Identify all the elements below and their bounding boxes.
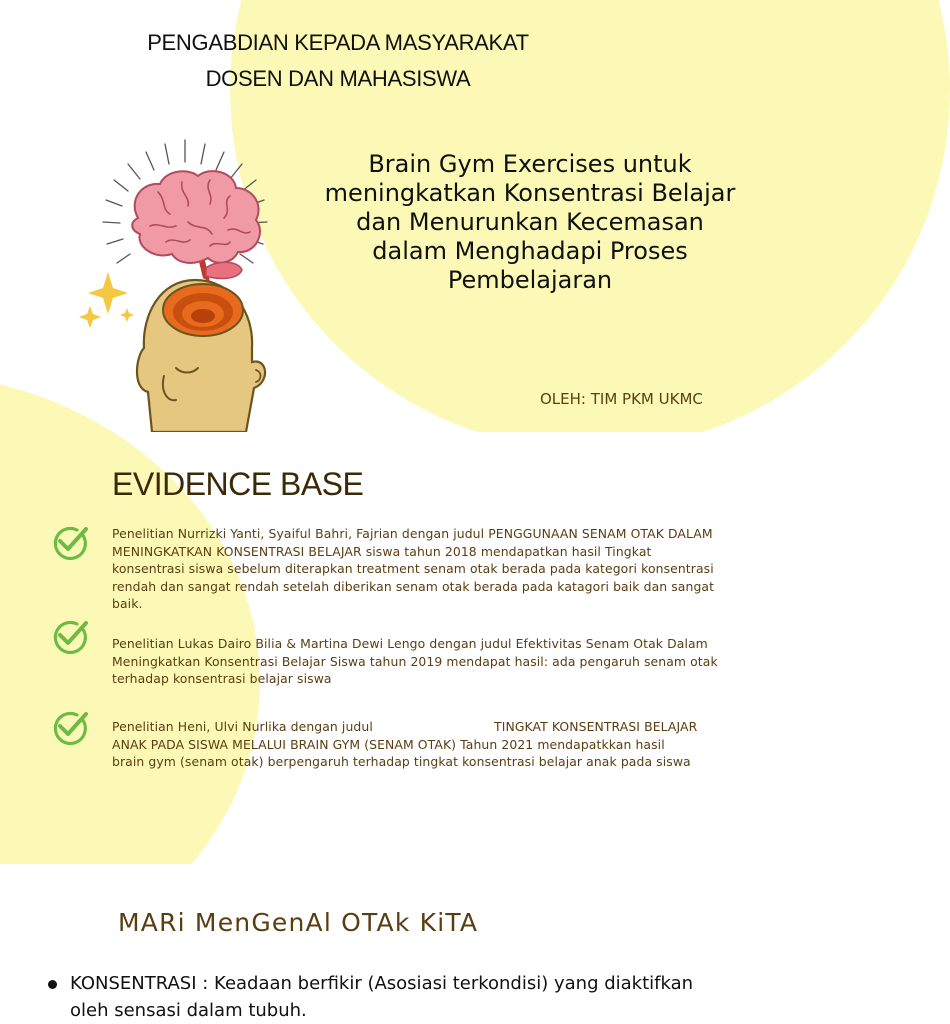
evidence-item-1: Penelitian Nurrizki Yanti, Syaiful Bahri, Fajrian dengan judul PENGGUNAAN SENAM OTAK DALAM MENINGKATKAN KONSENTRASI BELAJAR siswa tahun 2018 mendapatkan hasil Tingkat konsentrasi siswa sebelum diterapkan treatment senam otak berada pada kategori konsentrasi rendah dan sangat rendah setelah diberikan senam otak berada pada katagori baik dan sangat baik. [112, 526, 715, 611]
section-title: EVIDENCE BASE [112, 466, 364, 502]
bullet-text: KONSENTRASI : Keadaan berfikir (Asosiasi terkondisi) yang diaktifkan oleh sensasi dalam tubuh. [70, 973, 694, 1021]
presentation-title: Brain Gym Exercises untuk meningkatkan Konsentrasi Belajar dan Menurunkan Kecemasan dalam Menghadapi Proses Pembelajaran [324, 150, 736, 294]
evidence-item-3: Penelitian Heni, Ulvi Nurlika dengan judul TINGKAT KONSENTRASI BELAJAR ANAK PADA SISWA MELALUI BRAIN GYM (SENAM OTAK) Tahun 2021 mendapatkkan hasil brain gym (senam otak) berpengaruh terhadap tingkat konsentrasi belajar anak pada siswa [112, 719, 786, 769]
evidence-item-2: Penelitian Lukas Dairo Bilia & Martina Dewi Lengo dengan judul Efektivitas Senam Otak Dalam Meningkatkan Konsentrasi Belajar Siswa tahun 2019 mendapat hasil: ada pengaruh senam otak terhadap konsentrasi belajar siswa [112, 636, 718, 686]
checkmark-icon [50, 709, 90, 745]
heading-line-1: PENGABDIAN KEPADA MASYARAKAT [147, 30, 529, 55]
heading-line-2: DOSEN DAN MAHASISWA [205, 66, 471, 91]
slide-know-brain [0, 864, 768, 1024]
byline: OLEH: TIM PKM UKMC [540, 390, 703, 408]
checkmark-icon [50, 524, 90, 560]
slide-evidence-base [0, 432, 786, 864]
checkmark-icon [50, 618, 90, 654]
brain-head-icon [70, 130, 300, 432]
section-title: MARi MenGenAl OTAk KiTA [118, 908, 479, 937]
bullet-icon [48, 980, 57, 989]
slide-title [0, 0, 768, 432]
